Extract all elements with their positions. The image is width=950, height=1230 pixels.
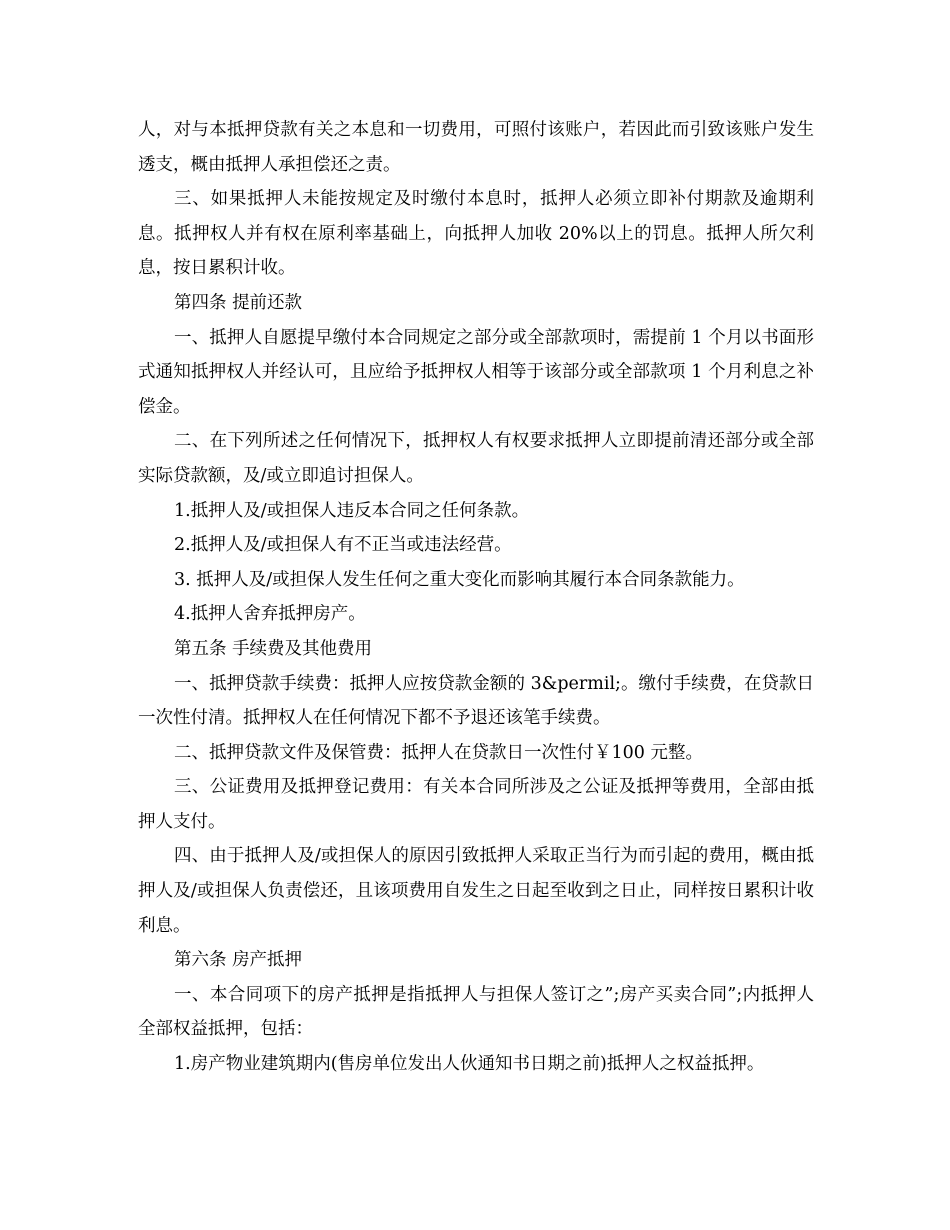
list-item-article-6-1: 1.房产物业建筑期内(售房单位发出人伙通知书日期之前)抵押人之权益抵押。 — [174, 1054, 765, 1075]
paragraph-continuation: 人，对与本抵押贷款有关之本息和一切费用，可照付该账户，若因此而引致该账户发生透支，概由抵押人承担偿还之责。 — [138, 120, 814, 175]
paragraph-article-4-item-2: 二、在下列所述之任何情况下，抵押权人有权要求抵押人立即提前清还部分或全部实际贷款额，及/或立即追讨担保人。 — [138, 431, 814, 486]
section-heading-article-5: 第五条 手续费及其他费用 — [174, 638, 373, 659]
list-item-3: 3. 抵押人及/或担保人发生任何之重大变化而影响其履行本合同条款能力。 — [174, 569, 745, 590]
list-item-2: 2.抵押人及/或担保人有不正当或违法经营。 — [174, 535, 512, 556]
paragraph-article-5-item-2: 二、抵押贷款文件及保管费：抵押人在贷款日一次性付￥100 元整。 — [174, 742, 703, 763]
paragraph-article-5-item-4: 四、由于抵押人及/或担保人的原因引致抵押人采取正当行为而引起的费用，概由抵押人及/或担保人负责偿还，且该项费用自发生之日起至收到之日止，同样按日累积计收利息。 — [138, 846, 814, 936]
paragraph-article-6-item-1: 一、本合同项下的房产抵押是指抵押人与担保人签订之”;房产买卖合同”;内抵押人全部权益抵押，包括： — [138, 984, 814, 1040]
section-heading-article-4: 第四条 提前还款 — [174, 292, 303, 313]
paragraph-article-4-item-1: 一、抵押人自愿提早缴付本合同规定之部分或全部款项时，需提前 1 个月以书面形式通知抵押权人并经认可，且应给予抵押权人相等于该部分或全部款项 1 个月利息之补偿金。 — [138, 327, 814, 417]
document-page — [138, 113, 814, 1082]
list-item-1: 1.抵押人及/或担保人违反本合同之任何条款。 — [174, 500, 530, 521]
paragraph-article-5-item-3: 三、公证费用及抵押登记费用：有关本合同所涉及之公证及抵押等费用，全部由抵押人支付。 — [138, 777, 814, 832]
section-heading-article-6: 第六条 房产抵押 — [174, 950, 303, 971]
paragraph-article-5-item-1: 一、抵押贷款手续费：抵押人应按贷款金额的 3&permil;。缴付手续费，在贷款日一次性付清。抵押权人在任何情况下都不予退还该笔手续费。 — [138, 673, 814, 729]
paragraph-item-three: 三、如果抵押人未能按规定及时缴付本息时，抵押人必须立即补付期款及逾期利息。抵押权人并有权在原利率基础上，向抵押人加收 20%以上的罚息。抵押人所欠利息，按日累积计收。 — [138, 189, 814, 279]
list-item-4: 4.抵押人舍弃抵押房产。 — [174, 604, 366, 625]
